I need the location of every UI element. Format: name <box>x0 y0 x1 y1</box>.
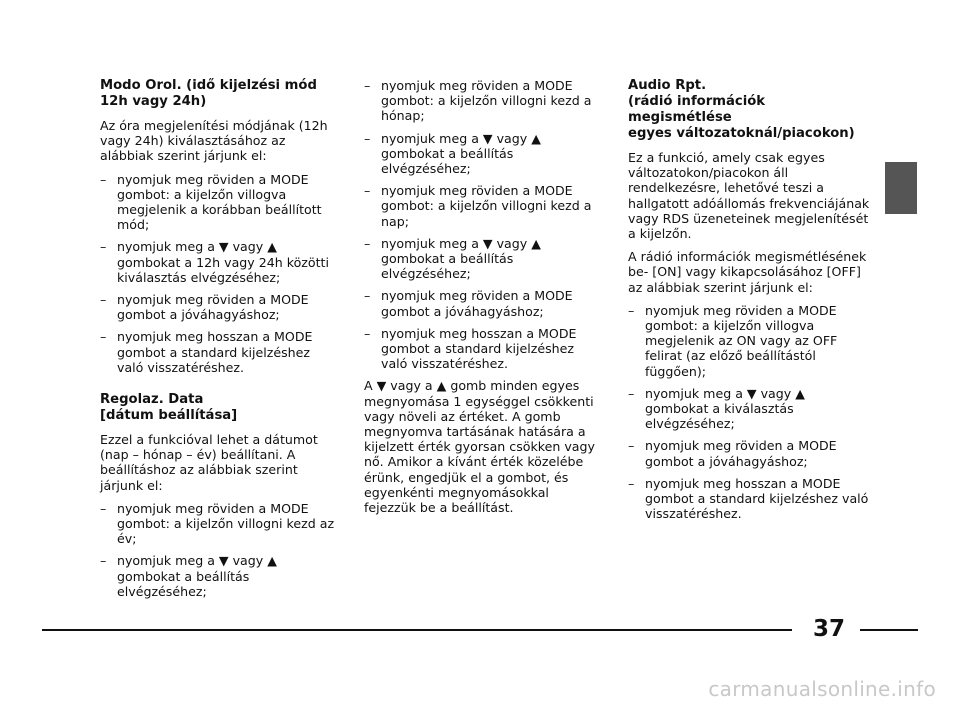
list-dash: – <box>364 235 371 251</box>
footer-rule-left <box>42 629 792 631</box>
list-item: – nyomjuk meg hosszan a MODE gombot a standard kijelzéshez való visszatéréshez. <box>628 475 869 522</box>
list-item: – nyomjuk meg hosszan a MODE gombot a standard kijelzéshez való visszatéréshez. <box>100 329 313 375</box>
page-number: 37 <box>812 616 845 642</box>
list-item: – nyomjuk meg a ▼ vagy ▲ gombokat a beállítás elvégzéséhez; <box>364 235 541 282</box>
list-dash: – <box>628 475 635 491</box>
paragraph: A rádió információk megismétlésének be- [ON] vagy kikapcsolásához [OFF] az alábbiak szerint járjunk el: <box>628 249 867 295</box>
list-dash: – <box>364 288 371 304</box>
list-dash: – <box>100 500 107 516</box>
column-1 <box>100 78 340 606</box>
list-item: – nyomjuk meg röviden a MODE gombot: a kijelzőn villogva megjelenik a korábban beállított mód; <box>100 171 322 233</box>
paragraph: A ▼ vagy a ▲ gomb minden egyes megnyomása 1 egységgel csökkenti vagy növeli az értéket. A gomb megnyomva tartásának hatására a kijelzett érték gyorsan csökken vagy nő. Amikor a kívánt érték közelébe érünk, engedjük el a gombot, és egyenkénti megnyomásokkal fejezzük be a beállítást. <box>364 378 595 516</box>
list-dash: – <box>100 292 107 308</box>
paragraph: Ez a funkció, amely csak egyes változatokon/piacokon áll rendelkezésre, lehetővé teszi a hallgatott adóállomás frekvenciájának vagy RDS üzeneteinek megjelenítését a kijelzőn. <box>628 150 870 242</box>
list-item: – nyomjuk meg hosszan a MODE gombot a standard kijelzéshez való visszatéréshez. <box>364 325 577 372</box>
heading-line: 12h vagy 24h) <box>100 94 207 109</box>
list-dash: – <box>100 553 107 569</box>
heading-line: Regolaz. Data <box>100 392 204 408</box>
list-item: – nyomjuk meg röviden a MODE gombot: a kijelzőn villogni kezd a nap; <box>364 183 592 229</box>
column-2 <box>364 78 604 523</box>
chapter-tab-marker <box>885 162 917 214</box>
list-item: – nyomjuk meg röviden a MODE gombot a jóváhagyáshoz; <box>364 288 573 319</box>
list-item: – nyomjuk meg a ▼ vagy ▲ gombokat a 12h vagy 24h közötti kiválasztás elvégzéséhez; <box>100 239 329 285</box>
section-heading-date <box>100 392 340 424</box>
list-item: – nyomjuk meg röviden a MODE gombot: a kijelzőn villogva megjelenik az ON vagy az OFF felirat (az előző beállítástól függően); <box>628 302 838 379</box>
list-dash: – <box>628 385 635 401</box>
list-dash: – <box>364 325 371 341</box>
heading-line: [dátum beállítása] <box>100 408 238 424</box>
list-item: – nyomjuk meg a ▼ vagy ▲ gombokat a beállítás elvégzéséhez; <box>100 553 277 599</box>
list-item: – nyomjuk meg röviden a MODE gombot: a kijelzőn villogni kezd az év; <box>100 500 335 547</box>
heading-line: megismétlése <box>628 110 732 125</box>
list-dash: – <box>364 78 371 93</box>
list-dash: – <box>364 130 371 146</box>
section-heading-time-mode <box>100 78 340 110</box>
list-item: – nyomjuk meg röviden a MODE gombot a jóváhagyáshoz; <box>100 292 309 323</box>
column-3 <box>628 78 870 528</box>
list-dash: – <box>100 171 107 187</box>
heading-line: Modo Orol. (idő kijelzési mód <box>100 78 317 93</box>
list-item: – nyomjuk meg röviden a MODE gombot: a kijelzőn villogni kezd a hónap; <box>364 78 592 124</box>
list-dash: – <box>628 302 635 318</box>
paragraph: Ezzel a funkcióval lehet a dátumot (nap – hónap – év) beállítani. A beállításhoz az alábbiak szerint járjunk el: <box>100 432 318 493</box>
section-heading-audio-rpt <box>628 78 870 142</box>
watermark: carmanualsonline.info <box>708 677 936 701</box>
list-item: – nyomjuk meg a ▼ vagy ▲ gombokat a beállítás elvégzéséhez; <box>364 130 541 177</box>
list-dash: – <box>100 329 107 345</box>
list-dash: – <box>100 239 107 255</box>
list-item: – nyomjuk meg röviden a MODE gombot a jóváhagyáshoz; <box>628 438 837 469</box>
paragraph: Az óra megjelenítési módjának (12h vagy 24h) kiválasztásához az alábbiak szerint járjunk el: <box>100 118 328 164</box>
list-dash: – <box>364 183 371 199</box>
list-dash: – <box>628 438 635 454</box>
footer-rule-right <box>860 629 918 631</box>
list-item: – nyomjuk meg a ▼ vagy ▲ gombokat a kiválasztás elvégzéséhez; <box>628 385 805 432</box>
heading-line: (rádió információk <box>628 94 766 109</box>
heading-line: egyes változatoknál/piacokon) <box>628 126 855 141</box>
heading-line: Audio Rpt. <box>628 78 707 93</box>
